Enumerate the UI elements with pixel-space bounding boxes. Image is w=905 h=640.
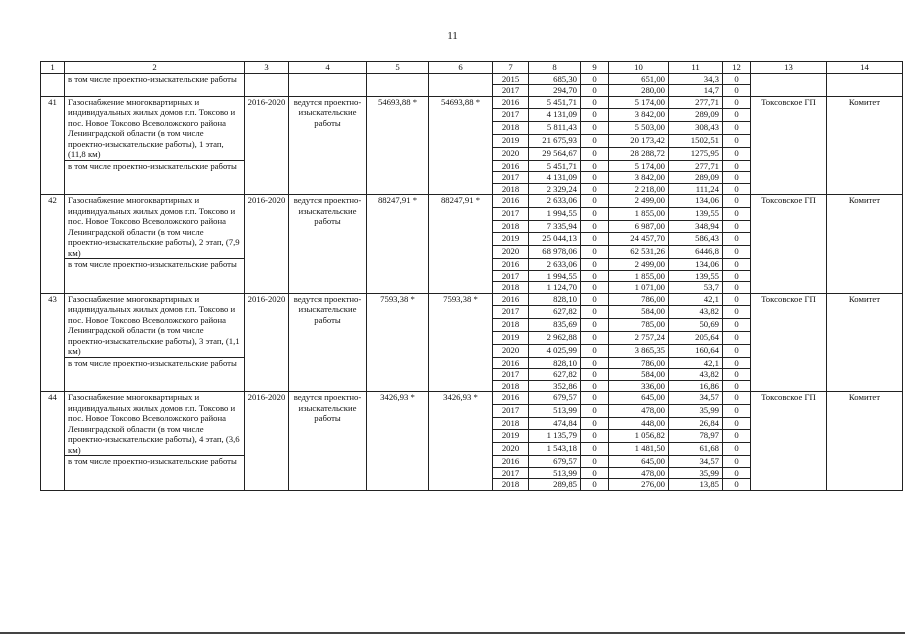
- year-cell: 2020: [493, 344, 529, 357]
- year-cell: 2020: [493, 246, 529, 259]
- status-cell: ведутся проектно-изыскательские работы: [289, 96, 367, 195]
- year-cell: 2017: [493, 467, 529, 479]
- amount-col11-cell: 35,99: [669, 467, 723, 479]
- region-cell: Токсовское ГП: [751, 293, 827, 392]
- amount-col9-cell: 0: [581, 319, 609, 332]
- year-cell: 2016: [493, 259, 529, 271]
- item-number-cell: [41, 73, 65, 96]
- amount-total-cell: 352,86: [529, 380, 581, 392]
- year-cell: 2018: [493, 479, 529, 491]
- amount-col10-cell: 3 842,00: [609, 109, 669, 122]
- period-cell: 2016-2020: [245, 293, 289, 392]
- amount-col10-cell: 3 865,35: [609, 344, 669, 357]
- total-remaining-cell: 54693,88 *: [429, 96, 493, 195]
- amount-col10-cell: 28 288,72: [609, 147, 669, 160]
- table-row: [41, 392, 903, 405]
- column-header: 3: [245, 62, 289, 74]
- amount-col12-cell: 0: [723, 282, 751, 294]
- item-name-cell: Газоснабжение многоквартирных и индивидуальных жилых домов г.п. Токсово и пос. Новое Токсово Всеволожского района Ленинградской области (в том числе проектно-изыскательские работы), 2 этап, (7,9 км): [65, 195, 245, 259]
- year-cell: 2019: [493, 134, 529, 147]
- column-header: 4: [289, 62, 367, 74]
- amount-col9-cell: 0: [581, 96, 609, 109]
- amount-col9-cell: 0: [581, 220, 609, 233]
- year-cell: 2015: [493, 73, 529, 85]
- amount-col11-cell: 1502,51: [669, 134, 723, 147]
- table-cell: [245, 73, 289, 96]
- amount-col12-cell: 0: [723, 246, 751, 259]
- region-cell: Токсовское ГП: [751, 96, 827, 195]
- amount-col11-cell: 42,1: [669, 357, 723, 369]
- amount-col11-cell: 14,7: [669, 85, 723, 97]
- amount-total-cell: 627,82: [529, 369, 581, 381]
- amount-col11-cell: 43,82: [669, 306, 723, 319]
- amount-col12-cell: 0: [723, 380, 751, 392]
- amount-col10-cell: 2 218,00: [609, 183, 669, 195]
- status-cell: ведутся проектно-изыскательские работы: [289, 392, 367, 491]
- amount-col12-cell: 0: [723, 172, 751, 184]
- amount-col11-cell: 50,69: [669, 319, 723, 332]
- period-cell: 2016-2020: [245, 392, 289, 491]
- amount-col10-cell: 645,00: [609, 456, 669, 468]
- total-cost-cell: 7593,38 *: [367, 293, 429, 392]
- amount-col10-cell: 1 071,00: [609, 282, 669, 294]
- amount-total-cell: 2 329,24: [529, 183, 581, 195]
- year-cell: 2018: [493, 220, 529, 233]
- amount-total-cell: 21 675,93: [529, 134, 581, 147]
- amount-total-cell: 513,99: [529, 467, 581, 479]
- subrow-label: в том числе проектно-изыскательские работы: [65, 160, 245, 195]
- amount-col11-cell: 308,43: [669, 122, 723, 135]
- amount-total-cell: 627,82: [529, 306, 581, 319]
- status-cell: ведутся проектно-изыскательские работы: [289, 293, 367, 392]
- amount-col12-cell: 0: [723, 430, 751, 443]
- amount-col9-cell: 0: [581, 392, 609, 405]
- amount-total-cell: 828,10: [529, 293, 581, 306]
- item-name-cell: Газоснабжение многоквартирных и индивидуальных жилых домов г.п. Токсово и пос. Новое Токсово Всеволожского района Ленинградской области (в том числе проектно-изыскательские работы), 1 этап, (11,8 км): [65, 96, 245, 160]
- amount-total-cell: 29 564,67: [529, 147, 581, 160]
- amount-col11-cell: 34,3: [669, 73, 723, 85]
- amount-total-cell: 4 131,09: [529, 109, 581, 122]
- amount-col10-cell: 584,00: [609, 306, 669, 319]
- amount-col12-cell: 0: [723, 147, 751, 160]
- subrow-label: в том числе проектно-изыскательские работы: [65, 259, 245, 294]
- amount-col9-cell: 0: [581, 109, 609, 122]
- year-cell: 2016: [493, 160, 529, 172]
- amount-col11-cell: 160,64: [669, 344, 723, 357]
- period-cell: 2016-2020: [245, 96, 289, 195]
- bottom-border: [0, 632, 905, 634]
- amount-col11-cell: 26,84: [669, 417, 723, 430]
- amount-total-cell: 5 451,71: [529, 160, 581, 172]
- amount-col12-cell: 0: [723, 479, 751, 491]
- amount-col10-cell: 645,00: [609, 392, 669, 405]
- amount-col12-cell: 0: [723, 85, 751, 97]
- column-header: 9: [581, 62, 609, 74]
- amount-col11-cell: 277,71: [669, 160, 723, 172]
- year-cell: 2018: [493, 183, 529, 195]
- year-cell: 2017: [493, 85, 529, 97]
- amount-col10-cell: 785,00: [609, 319, 669, 332]
- column-header: 8: [529, 62, 581, 74]
- amount-col10-cell: 5 503,00: [609, 122, 669, 135]
- header-row: [41, 62, 903, 74]
- amount-col9-cell: 0: [581, 246, 609, 259]
- owner-cell: Комитет: [827, 96, 903, 195]
- amount-col9-cell: 0: [581, 467, 609, 479]
- amount-col9-cell: 0: [581, 331, 609, 344]
- amount-col9-cell: 0: [581, 404, 609, 417]
- amount-col10-cell: 62 531,26: [609, 246, 669, 259]
- amount-col9-cell: 0: [581, 207, 609, 220]
- amount-col10-cell: 20 173,42: [609, 134, 669, 147]
- column-header: 12: [723, 62, 751, 74]
- amount-total-cell: 289,85: [529, 479, 581, 491]
- amount-col12-cell: 0: [723, 195, 751, 208]
- item-number-cell: 42: [41, 195, 65, 294]
- amount-col11-cell: 205,64: [669, 331, 723, 344]
- amount-col9-cell: 0: [581, 443, 609, 456]
- year-cell: 2019: [493, 233, 529, 246]
- year-cell: 2017: [493, 369, 529, 381]
- year-cell: 2017: [493, 172, 529, 184]
- amount-col12-cell: 0: [723, 220, 751, 233]
- amount-col9-cell: 0: [581, 369, 609, 381]
- amount-total-cell: 1 135,79: [529, 430, 581, 443]
- amount-col12-cell: 0: [723, 233, 751, 246]
- amount-col11-cell: 139,55: [669, 270, 723, 282]
- subrow-label: в том числе проектно-изыскательские работы: [65, 456, 245, 491]
- amount-col11-cell: 43,82: [669, 369, 723, 381]
- year-cell: 2017: [493, 109, 529, 122]
- amount-total-cell: 679,57: [529, 456, 581, 468]
- amount-col10-cell: 5 174,00: [609, 96, 669, 109]
- region-cell: Токсовское ГП: [751, 195, 827, 294]
- page-number: 11: [447, 30, 458, 42]
- year-cell: 2019: [493, 331, 529, 344]
- year-cell: 2017: [493, 207, 529, 220]
- amount-col11-cell: 348,94: [669, 220, 723, 233]
- amount-col11-cell: 289,09: [669, 172, 723, 184]
- amount-total-cell: 4 025,99: [529, 344, 581, 357]
- amount-col10-cell: 1 855,00: [609, 270, 669, 282]
- amount-col11-cell: 134,06: [669, 259, 723, 271]
- year-cell: 2020: [493, 443, 529, 456]
- item-number-cell: 41: [41, 96, 65, 195]
- amount-col12-cell: 0: [723, 404, 751, 417]
- amount-col12-cell: 0: [723, 293, 751, 306]
- amount-col9-cell: 0: [581, 195, 609, 208]
- total-remaining-cell: 3426,93 *: [429, 392, 493, 491]
- status-cell: ведутся проектно-изыскательские работы: [289, 195, 367, 294]
- amount-col11-cell: 134,06: [669, 195, 723, 208]
- column-header: 11: [669, 62, 723, 74]
- amount-col12-cell: 0: [723, 467, 751, 479]
- amount-total-cell: 2 633,06: [529, 195, 581, 208]
- amount-col10-cell: 3 842,00: [609, 172, 669, 184]
- amount-col10-cell: 478,00: [609, 404, 669, 417]
- amount-total-cell: 2 962,88: [529, 331, 581, 344]
- amount-col9-cell: 0: [581, 122, 609, 135]
- amount-col10-cell: 276,00: [609, 479, 669, 491]
- amount-col9-cell: 0: [581, 172, 609, 184]
- amount-col12-cell: 0: [723, 392, 751, 405]
- table-cell: [429, 73, 493, 96]
- amount-col12-cell: 0: [723, 417, 751, 430]
- year-cell: 2019: [493, 430, 529, 443]
- amount-col12-cell: 0: [723, 259, 751, 271]
- year-cell: 2016: [493, 96, 529, 109]
- budget-table: [40, 61, 903, 491]
- year-cell: 2016: [493, 293, 529, 306]
- amount-col12-cell: 0: [723, 96, 751, 109]
- amount-col11-cell: 35,99: [669, 404, 723, 417]
- year-cell: 2020: [493, 147, 529, 160]
- amount-col12-cell: 0: [723, 369, 751, 381]
- amount-col12-cell: 0: [723, 443, 751, 456]
- amount-col11-cell: 277,71: [669, 96, 723, 109]
- amount-col12-cell: 0: [723, 160, 751, 172]
- amount-col10-cell: 478,00: [609, 467, 669, 479]
- amount-col12-cell: 0: [723, 183, 751, 195]
- amount-col10-cell: 1 056,82: [609, 430, 669, 443]
- amount-col9-cell: 0: [581, 357, 609, 369]
- item-name-cell: Газоснабжение многоквартирных и индивидуальных жилых домов г.п. Токсово и пос. Новое Токсово Всеволожского района Ленинградской области (в том числе проектно-изыскательские работы), 3 этап, (1,1 км): [65, 293, 245, 357]
- amount-col10-cell: 786,00: [609, 357, 669, 369]
- amount-col10-cell: 336,00: [609, 380, 669, 392]
- column-header: 13: [751, 62, 827, 74]
- amount-col9-cell: 0: [581, 479, 609, 491]
- amount-col10-cell: 5 174,00: [609, 160, 669, 172]
- amount-total-cell: 835,69: [529, 319, 581, 332]
- amount-col10-cell: 2 499,00: [609, 195, 669, 208]
- amount-col11-cell: 586,43: [669, 233, 723, 246]
- region-cell: Токсовское ГП: [751, 392, 827, 491]
- subrow-label: в том числе проектно-изыскательские работы: [65, 73, 245, 96]
- amount-col11-cell: 13,85: [669, 479, 723, 491]
- amount-col10-cell: 2 499,00: [609, 259, 669, 271]
- table-row: [41, 195, 903, 208]
- amount-col10-cell: 280,00: [609, 85, 669, 97]
- amount-col9-cell: 0: [581, 306, 609, 319]
- table-cell: [827, 73, 903, 96]
- column-header: 10: [609, 62, 669, 74]
- amount-total-cell: 2 633,06: [529, 259, 581, 271]
- amount-total-cell: 68 978,06: [529, 246, 581, 259]
- amount-col12-cell: 0: [723, 270, 751, 282]
- amount-col9-cell: 0: [581, 380, 609, 392]
- amount-total-cell: 1 994,55: [529, 207, 581, 220]
- amount-col9-cell: 0: [581, 85, 609, 97]
- period-cell: 2016-2020: [245, 195, 289, 294]
- year-cell: 2016: [493, 456, 529, 468]
- year-cell: 2018: [493, 122, 529, 135]
- amount-total-cell: 1 124,70: [529, 282, 581, 294]
- column-header: 5: [367, 62, 429, 74]
- amount-col12-cell: 0: [723, 344, 751, 357]
- amount-col9-cell: 0: [581, 147, 609, 160]
- amount-total-cell: 1 543,18: [529, 443, 581, 456]
- amount-total-cell: 513,99: [529, 404, 581, 417]
- amount-col12-cell: 0: [723, 109, 751, 122]
- column-header: 6: [429, 62, 493, 74]
- table-cell: [289, 73, 367, 96]
- amount-total-cell: 474,84: [529, 417, 581, 430]
- amount-col10-cell: 448,00: [609, 417, 669, 430]
- amount-col9-cell: 0: [581, 417, 609, 430]
- amount-col11-cell: 34,57: [669, 392, 723, 405]
- item-number-cell: 44: [41, 392, 65, 491]
- amount-col12-cell: 0: [723, 134, 751, 147]
- owner-cell: Комитет: [827, 293, 903, 392]
- amount-col12-cell: 0: [723, 456, 751, 468]
- column-header: 1: [41, 62, 65, 74]
- amount-col12-cell: 0: [723, 306, 751, 319]
- amount-total-cell: 25 044,13: [529, 233, 581, 246]
- amount-col9-cell: 0: [581, 344, 609, 357]
- year-cell: 2017: [493, 306, 529, 319]
- amount-col9-cell: 0: [581, 456, 609, 468]
- amount-total-cell: 828,10: [529, 357, 581, 369]
- table-row: [41, 293, 903, 306]
- column-header: 2: [65, 62, 245, 74]
- table-cell: [751, 73, 827, 96]
- year-cell: 2016: [493, 195, 529, 208]
- year-cell: 2018: [493, 282, 529, 294]
- amount-col10-cell: 6 987,00: [609, 220, 669, 233]
- amount-total-cell: 7 335,94: [529, 220, 581, 233]
- amount-col11-cell: 61,68: [669, 443, 723, 456]
- column-header: 7: [493, 62, 529, 74]
- amount-col9-cell: 0: [581, 293, 609, 306]
- amount-col10-cell: 2 757,24: [609, 331, 669, 344]
- amount-col10-cell: 584,00: [609, 369, 669, 381]
- amount-col9-cell: 0: [581, 259, 609, 271]
- item-number-cell: 43: [41, 293, 65, 392]
- total-remaining-cell: 88247,91 *: [429, 195, 493, 294]
- amount-col10-cell: 1 481,50: [609, 443, 669, 456]
- amount-col12-cell: 0: [723, 357, 751, 369]
- amount-col10-cell: 786,00: [609, 293, 669, 306]
- amount-col11-cell: 1275,95: [669, 147, 723, 160]
- amount-col9-cell: 0: [581, 183, 609, 195]
- year-cell: 2016: [493, 392, 529, 405]
- total-cost-cell: 54693,88 *: [367, 96, 429, 195]
- year-cell: 2018: [493, 417, 529, 430]
- amount-col12-cell: 0: [723, 73, 751, 85]
- amount-col9-cell: 0: [581, 270, 609, 282]
- amount-col9-cell: 0: [581, 160, 609, 172]
- amount-total-cell: 685,30: [529, 73, 581, 85]
- year-cell: 2018: [493, 319, 529, 332]
- amount-col9-cell: 0: [581, 134, 609, 147]
- year-cell: 2017: [493, 270, 529, 282]
- amount-col11-cell: 111,24: [669, 183, 723, 195]
- amount-col12-cell: 0: [723, 122, 751, 135]
- amount-total-cell: 5 451,71: [529, 96, 581, 109]
- table-row: [41, 96, 903, 109]
- total-remaining-cell: 7593,38 *: [429, 293, 493, 392]
- item-name-cell: Газоснабжение многоквартирных и индивидуальных жилых домов г.п. Токсово и пос. Новое Токсово Всеволожского района Ленинградской области (в том числе проектно-изыскательские работы), 4 этап, (3,6 км): [65, 392, 245, 456]
- total-cost-cell: 3426,93 *: [367, 392, 429, 491]
- amount-total-cell: 1 994,55: [529, 270, 581, 282]
- column-header: 14: [827, 62, 903, 74]
- amount-col10-cell: 651,00: [609, 73, 669, 85]
- amount-col11-cell: 42,1: [669, 293, 723, 306]
- total-cost-cell: 88247,91 *: [367, 195, 429, 294]
- amount-col12-cell: 0: [723, 331, 751, 344]
- amount-col9-cell: 0: [581, 282, 609, 294]
- amount-col11-cell: 16,86: [669, 380, 723, 392]
- owner-cell: Комитет: [827, 195, 903, 294]
- amount-col11-cell: 6446,8: [669, 246, 723, 259]
- subrow-label: в том числе проектно-изыскательские работы: [65, 357, 245, 392]
- amount-total-cell: 294,70: [529, 85, 581, 97]
- amount-col12-cell: 0: [723, 319, 751, 332]
- table-row: [41, 73, 903, 85]
- amount-col10-cell: 24 457,70: [609, 233, 669, 246]
- amount-col11-cell: 289,09: [669, 109, 723, 122]
- owner-cell: Комитет: [827, 392, 903, 491]
- amount-total-cell: 4 131,09: [529, 172, 581, 184]
- amount-col9-cell: 0: [581, 73, 609, 85]
- year-cell: 2017: [493, 404, 529, 417]
- amount-col11-cell: 78,97: [669, 430, 723, 443]
- amount-total-cell: 5 811,43: [529, 122, 581, 135]
- amount-col10-cell: 1 855,00: [609, 207, 669, 220]
- amount-col11-cell: 34,57: [669, 456, 723, 468]
- amount-col11-cell: 53,7: [669, 282, 723, 294]
- amount-col11-cell: 139,55: [669, 207, 723, 220]
- year-cell: 2016: [493, 357, 529, 369]
- amount-col12-cell: 0: [723, 207, 751, 220]
- amount-total-cell: 679,57: [529, 392, 581, 405]
- year-cell: 2018: [493, 380, 529, 392]
- amount-col9-cell: 0: [581, 430, 609, 443]
- amount-col9-cell: 0: [581, 233, 609, 246]
- table-cell: [367, 73, 429, 96]
